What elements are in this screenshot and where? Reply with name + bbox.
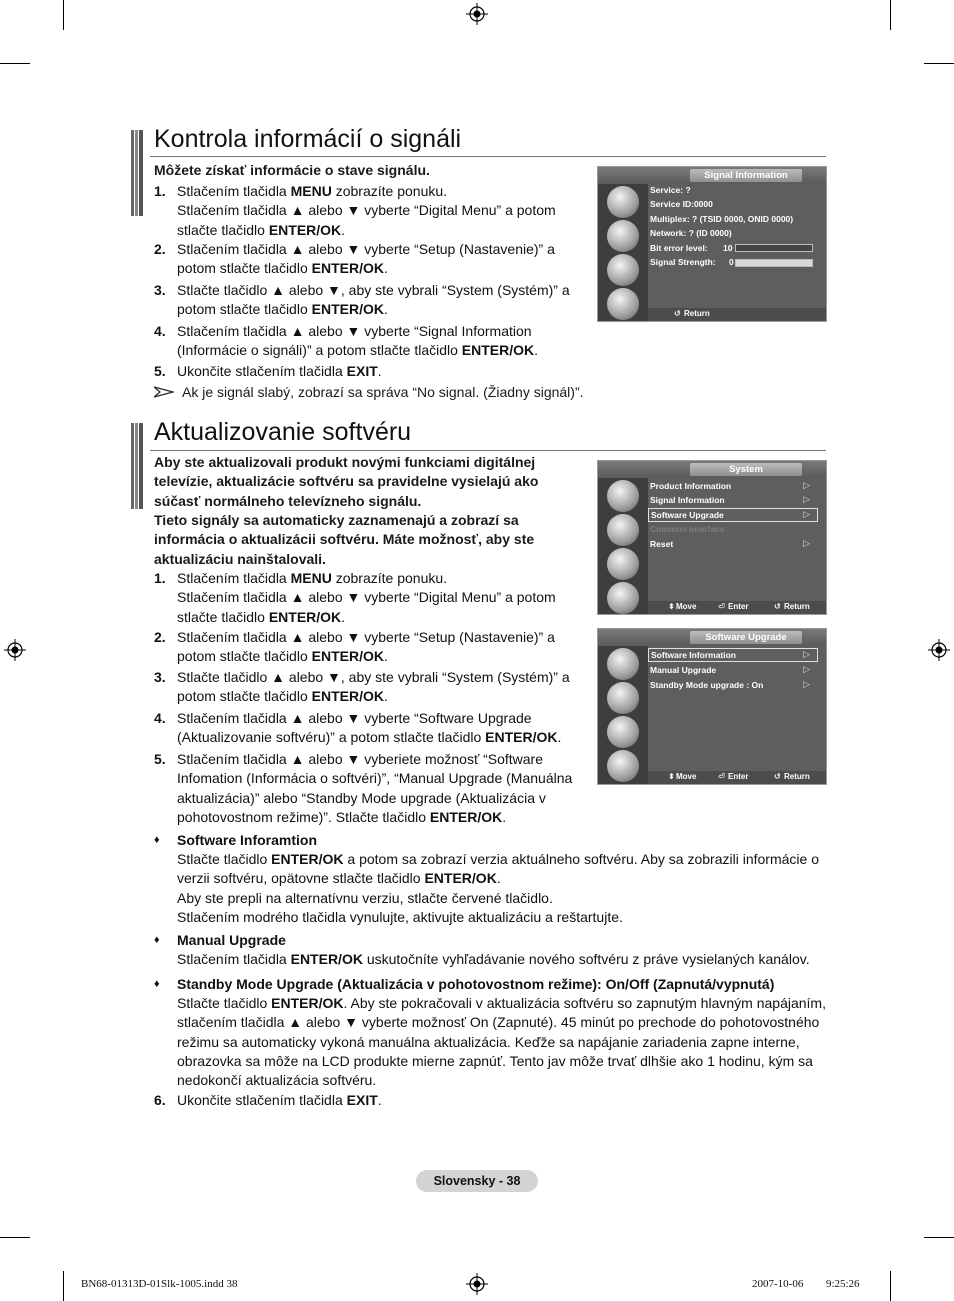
sound-icon [607,682,639,714]
osd-line: Service: ? [650,185,691,195]
step-number: 3. [154,282,166,298]
return-icon: ↺ [774,602,781,611]
crop-mark [890,1271,891,1301]
move-icon: ⬍ [668,602,675,611]
picture-icon [607,186,639,218]
enter-icon: ⏎ [718,772,725,781]
step-number: 4. [154,710,166,726]
move-icon: ⬍ [668,772,675,781]
osd-line: Network: ? (ID 0000) [650,228,732,238]
registration-mark-icon [928,639,950,661]
picture-icon [607,480,639,512]
crop-mark [0,1237,30,1238]
setup-gear-icon [607,716,639,748]
osd-signal-information [597,166,827,322]
picture-icon [607,648,639,680]
step-number: 5. [154,363,166,379]
osd-title: Software Upgrade [690,631,802,644]
setup-gear-icon [607,254,639,286]
menu-item-signal-information[interactable]: Signal Information [650,495,725,505]
print-date: 2007-10-06 ￿￿ 9:25:26 [752,1278,860,1290]
chevron-right-icon: ▷ [803,649,810,659]
chevron-right-icon: ▷ [803,679,810,689]
ber-value: 10 [723,243,733,253]
step-text: Stlačením tlačidla ▲ alebo ▼ vyberte “Software Upgrade (Aktualizovanie softvéru)” a potom stlačte tlačidlo ENTER/OK. [177,710,562,746]
page-number: Slovensky - 38 [416,1170,538,1192]
osd-move: Move [676,602,697,611]
sound-icon [607,514,639,546]
diamond-bullet-icon: ♦ [154,978,160,990]
crop-mark [63,0,64,30]
enter-icon: ⏎ [718,602,725,611]
step-number: 6. [154,1092,166,1108]
chevron-right-icon: ▷ [803,480,810,490]
crop-mark [924,1237,954,1238]
section-rule [150,156,826,157]
step-text: Stlačte tlačidlo ▲ alebo ▼, aby ste vybrali “System (Systém)” a potom stlačte tlačidlo ENTER/OK. [177,669,570,705]
osd-software-upgrade-menu [597,628,827,785]
chevron-right-icon: ▷ [803,538,810,548]
step-number: 2. [154,629,166,645]
osd-line: Service ID:0000 [650,199,713,209]
crop-mark [924,63,954,64]
osd-return: Return [784,602,810,611]
strength-value: 0 [729,257,734,267]
step-number: 1. [154,570,166,586]
diamond-bullet-icon: ♦ [154,934,160,946]
osd-system-menu [597,460,827,615]
crop-mark [0,63,30,64]
osd-enter: Enter [728,772,749,781]
menu-item-software-upgrade[interactable]: Software Upgrade [648,508,818,522]
file-info: BN68-01313D-01Slk-1005.indd 38 [81,1278,238,1290]
bullet-title: Manual Upgrade [177,932,286,948]
step-text: Stlačením tlačidla MENU zobrazíte ponuku. Stlačením tlačidla ▲ alebo ▼ vyberte “Digital Menu” a potom stlačte tlačidlo ENTER/OK. [177,183,556,238]
input-icon [607,750,639,782]
section-bar [131,423,143,509]
step-text: Stlačením tlačidla ▲ alebo ▼ vyberiete možnosť “Software Infomation (Informácia o softvéri)”, “Manual Upgrade (Manuálna aktualizácia)” alebo “Standby Mode upgrade (Aktualizácia v pohotovostnom režime)”. Stlačte tlačidlo ENTER/OK. [177,751,573,825]
step-number: 1. [154,183,166,199]
signal-intro: Môžete získať informácie o stave signálu. [154,162,430,178]
step-text: Stlačením tlačidla ▲ alebo ▼ vyberte “Signal Information (Informácie o signáli)” a potom stlačte tlačidlo ENTER/OK. [177,323,539,359]
step-text: Ukončite stlačením tlačidla EXIT. [177,1092,382,1108]
step-number: 2. [154,241,166,257]
osd-return: Return [684,309,710,318]
osd-title: Signal Information [690,169,802,182]
setup-gear-icon [607,548,639,580]
ber-bar [735,244,813,252]
input-icon [607,582,639,614]
osd-move: Move [676,772,697,781]
menu-item-product-information[interactable]: Product Information [650,481,732,491]
signal-note: Ak je signál slabý, zobrazí sa správa “No signal. (Žiadny signál)”. [182,384,584,400]
section-title-software: Aktualizovanie softvéru [154,418,412,446]
menu-item-manual-upgrade[interactable]: Manual Upgrade [650,665,717,675]
chevron-right-icon: ▷ [803,494,810,504]
step-text: Ukončite stlačením tlačidla EXIT. [177,363,382,379]
diamond-bullet-icon: ♦ [154,834,160,846]
step-text: Stlačením tlačidla ▲ alebo ▼ vyberte “Setup (Nastavenie)” a potom stlačte tlačidlo ENTER/OK. [177,629,555,665]
osd-return: Return [784,772,810,781]
chevron-right-icon: ▷ [803,664,810,674]
bullet-title: Software Inforamtion [177,832,318,848]
bullet-title: Standby Mode Upgrade (Aktualizácia v pohotovostnom režime): On/Off (Zapnutá/vypnutá) [177,976,775,992]
menu-item-common-interface[interactable]: Common Interface [650,524,725,534]
strength-bar [735,259,813,267]
return-icon: ↺ [674,309,681,318]
note-arrow-icon [154,386,174,398]
step-number: 4. [154,323,166,339]
return-icon: ↺ [774,772,781,781]
osd-enter: Enter [728,602,749,611]
crop-mark [890,0,891,30]
registration-mark-icon [466,3,488,25]
section-bar [131,130,143,216]
sound-icon [607,220,639,252]
strength-label: Signal Strength: [650,257,716,267]
registration-mark-icon [4,639,26,661]
step-text: Stlačte tlačidlo ▲ alebo ▼, aby ste vybrali “System (Systém)” a potom stlačte tlačidlo ENTER/OK. [177,282,570,318]
step-number: 5. [154,751,166,767]
menu-item-standby-mode-upgrade[interactable]: Standby Mode upgrade : On [650,680,764,690]
osd-title: System [690,463,802,476]
step-number: 3. [154,669,166,685]
osd-line: Multiplex: ? (TSID 0000, ONID 0000) [650,214,794,224]
menu-item-software-information[interactable]: Software Information [648,648,818,662]
bullet-text: Stlačte tlačidlo ENTER/OK a potom sa zobrazí verzia aktuálneho softvéru. Aby sa zobrazili informácie o verzii softvéru, opätovne stlačte tlačidlo ENTER/OK. Aby ste prepli na alternatívnu verziu, stlačte červené tlačidlo. Stlačením modrého tlačidla vynulujte, aktivujte aktualizáciu a reštartujte. [177,851,819,925]
crop-mark [63,1271,64,1301]
chevron-right-icon: ▷ [803,509,810,519]
registration-mark-icon [466,1273,488,1295]
software-intro-2: Tieto signály sa automaticky zaznamenajú a zobrazí sa informácia o aktualizácii softvéru. Máte možnosť, aby ste aktualizáciu nainštalovali. [154,512,535,567]
bullet-text: Stlačením tlačidla ENTER/OK uskutočníte vyhľadávanie nového softvéru z práve vysielaných kanálov. [177,951,810,967]
software-intro: Aby ste aktualizovali produkt novými funkciami digitálnej televízie, aktualizácie softvéru sa pravidelne vysielajú ako súčasť normálneho televízneho signálu. [154,454,539,509]
bullet-text: Stlačte tlačidlo ENTER/OK. Aby ste pokračovali v aktualizácia softvéru so zapnutým hlavným napájaním, stlačením tlačidla ▲ alebo ▼ vyberte možnosť On (Zapnuté). 45 minút po prechode do pohotovostného režimu sa automaticky vykoná manuálna aktualizácia. Keďže sa napájanie zariadenia zapne interne, obrazovka sa môže na LCD produkte mierne zapnúť. Tento jav môže trvať dlhšie ako 1 hodinu, kým sa nedokončí aktualizácia softvéru. [177,995,826,1089]
input-icon [607,288,639,320]
section-rule [150,450,826,451]
step-text: Stlačením tlačidla ▲ alebo ▼ vyberte “Setup (Nastavenie)” a potom stlačte tlačidlo ENTER/OK. [177,241,555,277]
section-title-signal: Kontrola informácií o signáli [154,125,462,153]
ber-label: Bit error level: [650,243,708,253]
step-text: Stlačením tlačidla MENU zobrazíte ponuku. Stlačením tlačidla ▲ alebo ▼ vyberte “Digital Menu” a potom stlačte tlačidlo ENTER/OK. [177,570,556,625]
menu-item-reset[interactable]: Reset [650,539,674,549]
